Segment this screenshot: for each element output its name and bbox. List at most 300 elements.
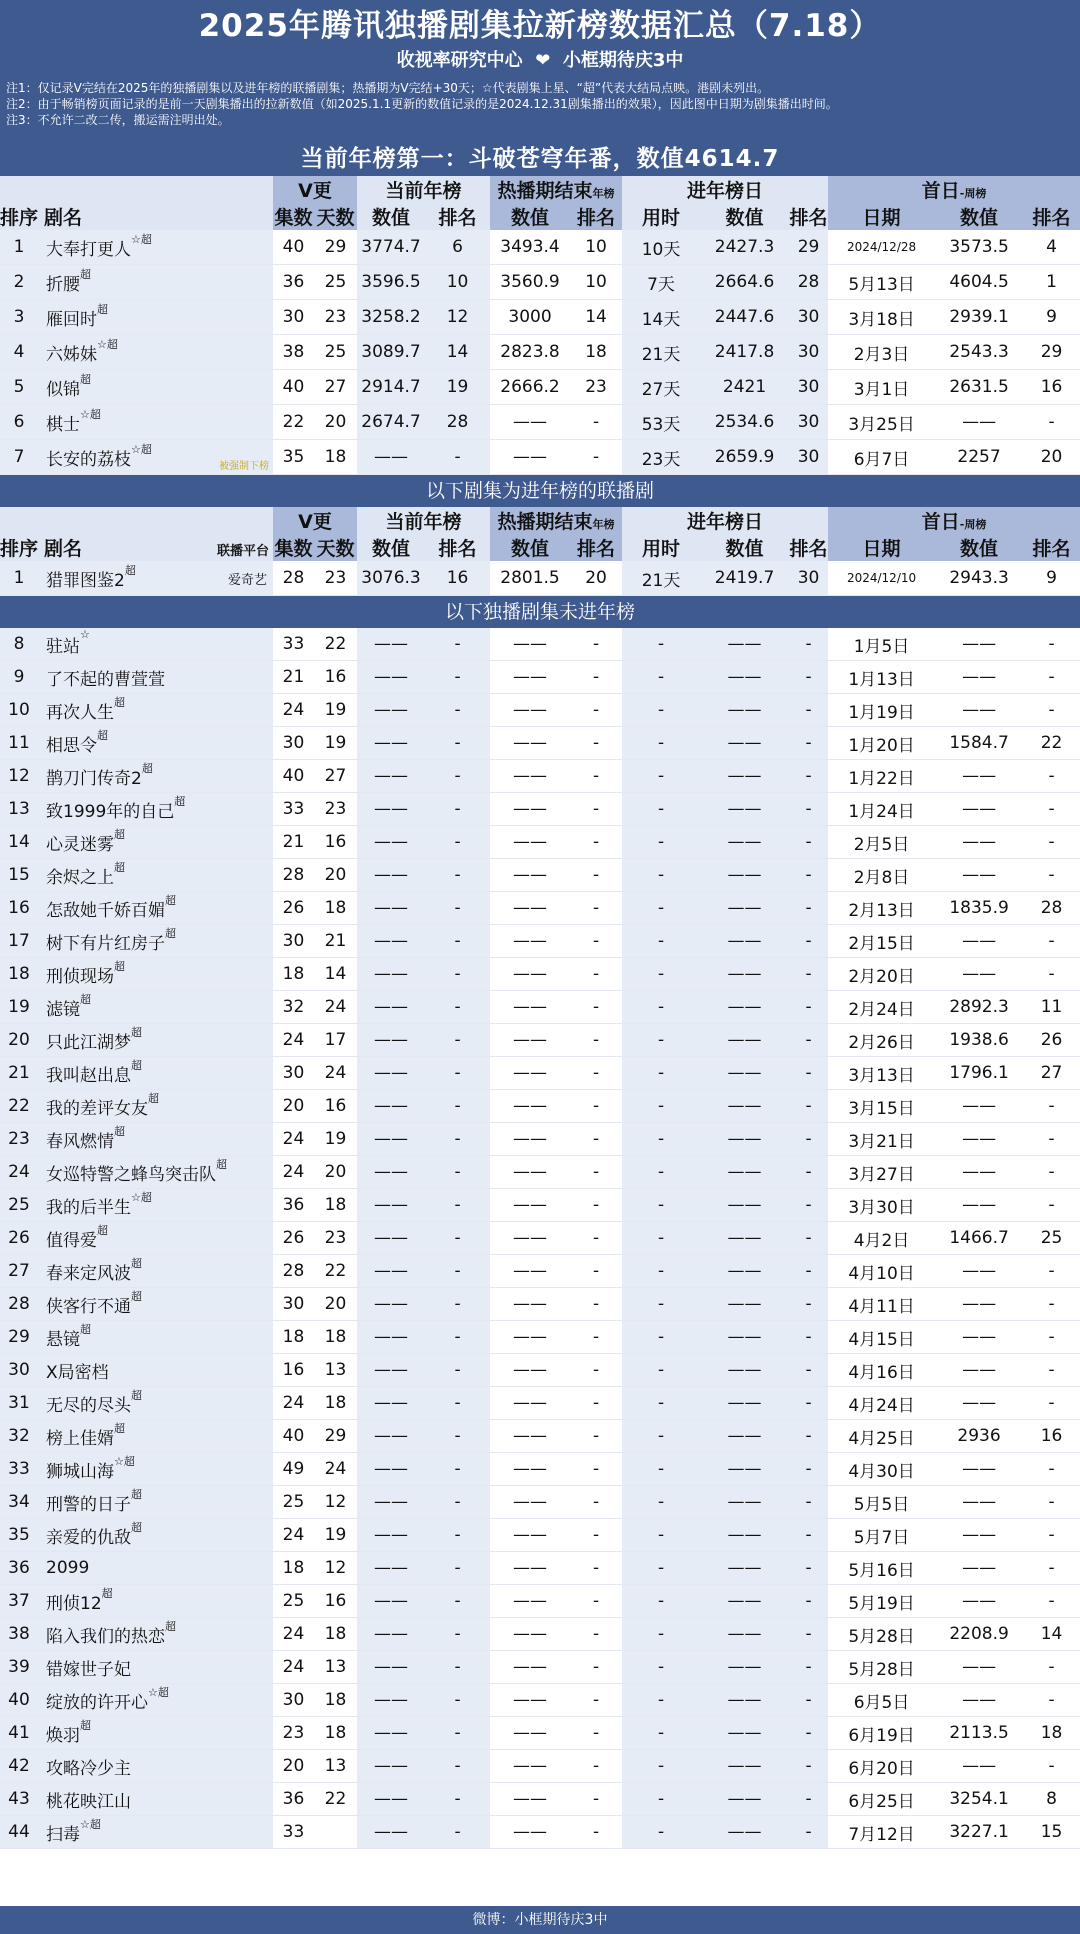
row-episodes: 36 bbox=[273, 1189, 314, 1222]
row-order: 17 bbox=[0, 925, 38, 958]
row-hot-rank: - bbox=[570, 727, 622, 760]
row-days: 20 bbox=[314, 1288, 357, 1321]
drama-name: 女巡特警之蜂鸟突击队$^超$ bbox=[38, 1156, 273, 1189]
row-first-rank: 16 bbox=[1023, 370, 1080, 405]
row-episodes: 33 bbox=[273, 628, 314, 661]
row-days: 19 bbox=[314, 1519, 357, 1552]
row-first-rank: - bbox=[1023, 1123, 1080, 1156]
row-year-value: —— bbox=[700, 1024, 789, 1057]
row-episodes: 40 bbox=[273, 370, 314, 405]
row-first-rank: - bbox=[1023, 1552, 1080, 1585]
row-days: 25 bbox=[314, 265, 357, 300]
row-date: 2月5日 bbox=[828, 826, 935, 859]
row-first-rank: - bbox=[1023, 1684, 1080, 1717]
row-date: 4月11日 bbox=[828, 1288, 935, 1321]
row-episodes: 49 bbox=[273, 1453, 314, 1486]
row-hot-rank: - bbox=[570, 405, 622, 440]
row-hot-value: —— bbox=[490, 440, 570, 475]
row-year-value: 2421 bbox=[700, 370, 789, 405]
row-hot-value: —— bbox=[490, 760, 570, 793]
section-joint: 以下剧集为进年榜的联播剧 bbox=[0, 475, 1080, 508]
row-order: 32 bbox=[0, 1420, 38, 1453]
table-row bbox=[0, 1156, 1080, 1189]
subtitle-right: 小框期待庆3中 bbox=[562, 50, 684, 71]
row-first-rank: - bbox=[1023, 1651, 1080, 1684]
row-year-value: 2659.9 bbox=[700, 440, 789, 475]
row-order: 34 bbox=[0, 1486, 38, 1519]
row-days: 12 bbox=[314, 1486, 357, 1519]
row-episodes: 16 bbox=[273, 1354, 314, 1387]
row-first-rank: 25 bbox=[1023, 1222, 1080, 1255]
row-first-value: —— bbox=[935, 1354, 1023, 1387]
row-current-value: —— bbox=[357, 925, 425, 958]
drama-name: 错嫁世子妃 bbox=[38, 1651, 273, 1684]
row-current-rank: - bbox=[425, 1684, 490, 1717]
row-first-rank: 15 bbox=[1023, 1816, 1080, 1849]
row-hot-rank: - bbox=[570, 1420, 622, 1453]
row-current-value: —— bbox=[357, 1090, 425, 1123]
row-first-value: 2208.9 bbox=[935, 1618, 1023, 1651]
row-time: 10天 bbox=[622, 230, 700, 265]
row-year-rank: - bbox=[789, 1486, 828, 1519]
row-hot-rank: 10 bbox=[570, 265, 622, 300]
row-episodes: 40 bbox=[273, 760, 314, 793]
row-hot-value: —— bbox=[490, 1420, 570, 1453]
row-year-value: —— bbox=[700, 1486, 789, 1519]
row-hot-rank: 10 bbox=[570, 230, 622, 265]
row-current-value: 3774.7 bbox=[357, 230, 425, 265]
row-year-value: —— bbox=[700, 1189, 789, 1222]
row-date: 1月19日 bbox=[828, 694, 935, 727]
row-current-rank: - bbox=[425, 1156, 490, 1189]
row-first-value: —— bbox=[935, 1156, 1023, 1189]
row-current-value: —— bbox=[357, 1321, 425, 1354]
row-days: 18 bbox=[314, 1717, 357, 1750]
row-days: 19 bbox=[314, 727, 357, 760]
table-row bbox=[0, 1222, 1080, 1255]
row-first-value: 2631.5 bbox=[935, 370, 1023, 405]
row-year-value: —— bbox=[700, 1321, 789, 1354]
row-year-rank: - bbox=[789, 1189, 828, 1222]
row-current-value: —— bbox=[357, 727, 425, 760]
row-current-rank: - bbox=[425, 440, 490, 475]
row-days: 23 bbox=[314, 561, 357, 596]
row-current-rank: - bbox=[425, 1816, 490, 1849]
table-row bbox=[0, 1189, 1080, 1222]
row-year-rank: - bbox=[789, 661, 828, 694]
table-row bbox=[0, 300, 1080, 335]
row-first-rank: - bbox=[1023, 1387, 1080, 1420]
row-year-value: —— bbox=[700, 1255, 789, 1288]
row-hot-value: —— bbox=[490, 405, 570, 440]
row-days: 24 bbox=[314, 1453, 357, 1486]
row-first-value: —— bbox=[935, 958, 1023, 991]
row-order: 3 bbox=[0, 300, 38, 335]
row-current-rank: - bbox=[425, 1618, 490, 1651]
row-current-rank: - bbox=[425, 760, 490, 793]
table-row bbox=[0, 440, 1080, 475]
table-row bbox=[0, 1024, 1080, 1057]
row-first-rank: - bbox=[1023, 661, 1080, 694]
row-hot-rank: - bbox=[570, 1387, 622, 1420]
row-current-value: 2674.7 bbox=[357, 405, 425, 440]
row-year-rank: - bbox=[789, 1816, 828, 1849]
row-episodes: 25 bbox=[273, 1585, 314, 1618]
table-row bbox=[0, 1552, 1080, 1585]
row-first-value: —— bbox=[935, 793, 1023, 826]
row-time: - bbox=[622, 1255, 700, 1288]
drama-name: 悬镜$^超$ bbox=[38, 1321, 273, 1354]
row-current-value: —— bbox=[357, 440, 425, 475]
row-time: - bbox=[622, 1783, 700, 1816]
header-current: 当前年榜 bbox=[357, 176, 490, 203]
row-episodes: 38 bbox=[273, 335, 314, 370]
row-first-value: —— bbox=[935, 760, 1023, 793]
row-hot-value: —— bbox=[490, 1618, 570, 1651]
row-year-rank: - bbox=[789, 1255, 828, 1288]
row-current-value: —— bbox=[357, 1189, 425, 1222]
row-first-value: —— bbox=[935, 1453, 1023, 1486]
row-first-value: —— bbox=[935, 405, 1023, 440]
row-current-rank: - bbox=[425, 1750, 490, 1783]
row-year-rank: - bbox=[789, 760, 828, 793]
row-date: 1月24日 bbox=[828, 793, 935, 826]
row-current-value: —— bbox=[357, 991, 425, 1024]
drama-name: 刑侦$12^超$ bbox=[38, 1585, 273, 1618]
row-hot-rank: - bbox=[570, 1156, 622, 1189]
row-first-value: —— bbox=[935, 694, 1023, 727]
row-hot-value: —— bbox=[490, 1453, 570, 1486]
section-not-ranked: 以下独播剧集未进年榜 bbox=[0, 596, 1080, 629]
row-current-value: —— bbox=[357, 1420, 425, 1453]
table-row bbox=[0, 1717, 1080, 1750]
drama-name: 扫毒$^{☆超}$ bbox=[38, 1816, 273, 1849]
row-order: 1 bbox=[0, 561, 38, 596]
row-year-rank: 28 bbox=[789, 265, 828, 300]
row-time: - bbox=[622, 1288, 700, 1321]
row-year-value: 2664.6 bbox=[700, 265, 789, 300]
header-first-day: 首日-周榜 bbox=[828, 176, 1080, 203]
row-hot-rank: - bbox=[570, 1057, 622, 1090]
row-first-value: —— bbox=[935, 1255, 1023, 1288]
row-first-rank: - bbox=[1023, 793, 1080, 826]
table-row bbox=[0, 628, 1080, 661]
row-order: 41 bbox=[0, 1717, 38, 1750]
row-hot-rank: - bbox=[570, 1783, 622, 1816]
table-row bbox=[0, 925, 1080, 958]
row-hot-value: 2801.5 bbox=[490, 561, 570, 596]
row-year-value: —— bbox=[700, 1090, 789, 1123]
table-row bbox=[0, 1354, 1080, 1387]
row-current-value: —— bbox=[357, 1552, 425, 1585]
row-first-rank: - bbox=[1023, 826, 1080, 859]
table-row bbox=[0, 859, 1080, 892]
row-first-rank: - bbox=[1023, 1255, 1080, 1288]
row-first-value: —— bbox=[935, 826, 1023, 859]
row-year-rank: - bbox=[789, 1090, 828, 1123]
row-order: 33 bbox=[0, 1453, 38, 1486]
row-date: 5月28日 bbox=[828, 1618, 935, 1651]
row-year-value: —— bbox=[700, 1552, 789, 1585]
row-time: - bbox=[622, 1057, 700, 1090]
row-first-rank: 9 bbox=[1023, 300, 1080, 335]
row-hot-value: —— bbox=[490, 859, 570, 892]
row-current-rank: 6 bbox=[425, 230, 490, 265]
row-year-value: —— bbox=[700, 1387, 789, 1420]
row-hot-value: —— bbox=[490, 1387, 570, 1420]
row-order: 38 bbox=[0, 1618, 38, 1651]
table-header-group-2: V更 当前年榜 热播期结束年榜 进年榜日 首日-周榜 bbox=[0, 507, 1080, 534]
row-year-rank: - bbox=[789, 694, 828, 727]
row-year-rank: - bbox=[789, 1321, 828, 1354]
drama-name: 亲爱的仇敌$^超$ bbox=[38, 1519, 273, 1552]
row-date: 5月7日 bbox=[828, 1519, 935, 1552]
row-episodes: 36 bbox=[273, 265, 314, 300]
row-order: 24 bbox=[0, 1156, 38, 1189]
table-header-sub-1: 排序 剧名 集数 天数 数值 排名 数值 排名 用时 数值 排名 日期 数值 排名 bbox=[0, 203, 1080, 230]
drama-name: 怎敌她千娇百媚$^超$ bbox=[38, 892, 273, 925]
row-year-rank: 29 bbox=[789, 230, 828, 265]
row-hot-value: —— bbox=[490, 1189, 570, 1222]
row-order: 1 bbox=[0, 230, 38, 265]
row-current-rank: - bbox=[425, 1585, 490, 1618]
row-order: 39 bbox=[0, 1651, 38, 1684]
row-order: 40 bbox=[0, 1684, 38, 1717]
row-current-value: —— bbox=[357, 1057, 425, 1090]
row-current-value: —— bbox=[357, 892, 425, 925]
row-date: 5月5日 bbox=[828, 1486, 935, 1519]
row-year-value: —— bbox=[700, 1453, 789, 1486]
drama-name: 狮城山海$^{☆超}$ bbox=[38, 1453, 273, 1486]
row-current-rank: - bbox=[425, 1486, 490, 1519]
table-header-group-1 bbox=[0, 176, 1080, 203]
row-hot-rank: - bbox=[570, 1453, 622, 1486]
row-first-rank: - bbox=[1023, 1189, 1080, 1222]
row-episodes: 18 bbox=[273, 958, 314, 991]
row-order: 2 bbox=[0, 265, 38, 300]
row-year-value: —— bbox=[700, 1618, 789, 1651]
row-current-value: —— bbox=[357, 793, 425, 826]
row-year-rank: - bbox=[789, 1057, 828, 1090]
heart-icon: ❤ bbox=[528, 50, 557, 71]
row-date: 2月24日 bbox=[828, 991, 935, 1024]
row-year-rank: - bbox=[789, 1552, 828, 1585]
row-days: 18 bbox=[314, 440, 357, 475]
row-year-rank: - bbox=[789, 1387, 828, 1420]
table-row bbox=[0, 826, 1080, 859]
row-order: 13 bbox=[0, 793, 38, 826]
drama-name: 六姊妹$^{☆超}$ bbox=[38, 335, 273, 370]
row-hot-rank: - bbox=[570, 1255, 622, 1288]
row-year-rank: 30 bbox=[789, 440, 828, 475]
table-row bbox=[0, 694, 1080, 727]
row-year-value: —— bbox=[700, 1519, 789, 1552]
row-days: 24 bbox=[314, 1057, 357, 1090]
row-days: 14 bbox=[314, 958, 357, 991]
row-current-value: —— bbox=[357, 859, 425, 892]
row-episodes: 28 bbox=[273, 859, 314, 892]
row-episodes: 24 bbox=[273, 1387, 314, 1420]
drama-name: 再次人生$^超$ bbox=[38, 694, 273, 727]
row-episodes: 36 bbox=[273, 1783, 314, 1816]
row-current-value: —— bbox=[357, 1651, 425, 1684]
drama-name: 我的后半生$^{☆超}$ bbox=[38, 1189, 273, 1222]
row-first-rank: - bbox=[1023, 628, 1080, 661]
row-year-rank: - bbox=[789, 892, 828, 925]
row-hot-value: —— bbox=[490, 1123, 570, 1156]
row-first-rank: - bbox=[1023, 1354, 1080, 1387]
row-order: 23 bbox=[0, 1123, 38, 1156]
row-days: 25 bbox=[314, 335, 357, 370]
row-first-rank: 22 bbox=[1023, 727, 1080, 760]
row-time: - bbox=[622, 1123, 700, 1156]
row-date: 6月5日 bbox=[828, 1684, 935, 1717]
row-order: 16 bbox=[0, 892, 38, 925]
row-date: 2月13日 bbox=[828, 892, 935, 925]
table-row bbox=[0, 1387, 1080, 1420]
drama-name: 桃花映江山 bbox=[38, 1783, 273, 1816]
row-episodes: 30 bbox=[273, 1288, 314, 1321]
row-episodes: 24 bbox=[273, 1156, 314, 1189]
row-current-rank: - bbox=[425, 1123, 490, 1156]
table-row bbox=[0, 1684, 1080, 1717]
row-current-rank: - bbox=[425, 1453, 490, 1486]
row-current-rank: - bbox=[425, 958, 490, 991]
row-current-rank: 10 bbox=[425, 265, 490, 300]
drama-name: 折腰$^超$ bbox=[38, 265, 273, 300]
row-first-value: 4604.5 bbox=[935, 265, 1023, 300]
drama-name: 棋士$^{☆超}$ bbox=[38, 405, 273, 440]
row-order: 36 bbox=[0, 1552, 38, 1585]
row-current-rank: - bbox=[425, 1222, 490, 1255]
row-order: 29 bbox=[0, 1321, 38, 1354]
row-episodes: 33 bbox=[273, 1816, 314, 1849]
row-hot-value: —— bbox=[490, 1783, 570, 1816]
row-first-value: —— bbox=[935, 1189, 1023, 1222]
row-days: 18 bbox=[314, 1189, 357, 1222]
drama-name: 我叫赵出息$^超$ bbox=[38, 1057, 273, 1090]
row-year-value: —— bbox=[700, 892, 789, 925]
row-year-value: 2419.7 bbox=[700, 561, 789, 596]
row-year-value: —— bbox=[700, 1585, 789, 1618]
row-first-rank: - bbox=[1023, 1750, 1080, 1783]
row-year-rank: - bbox=[789, 1750, 828, 1783]
drama-name: 树下有片红房子$^超$ bbox=[38, 925, 273, 958]
row-order: 8 bbox=[0, 628, 38, 661]
row-hot-value: 3560.9 bbox=[490, 265, 570, 300]
platform-label: 爱奇艺 bbox=[227, 573, 267, 588]
row-hot-rank: - bbox=[570, 1123, 622, 1156]
row-first-rank: - bbox=[1023, 1321, 1080, 1354]
row-date: 1月13日 bbox=[828, 661, 935, 694]
row-date: 6月25日 bbox=[828, 1783, 935, 1816]
row-first-value: —— bbox=[935, 1552, 1023, 1585]
row-hot-rank: - bbox=[570, 1288, 622, 1321]
row-days: 18 bbox=[314, 1387, 357, 1420]
row-hot-value: —— bbox=[490, 892, 570, 925]
row-year-rank: - bbox=[789, 859, 828, 892]
row-first-value: —— bbox=[935, 1387, 1023, 1420]
row-first-rank: 11 bbox=[1023, 991, 1080, 1024]
row-hot-rank: - bbox=[570, 1189, 622, 1222]
row-days: 18 bbox=[314, 1321, 357, 1354]
row-hot-value: —— bbox=[490, 826, 570, 859]
table-row bbox=[0, 335, 1080, 370]
row-hot-value: —— bbox=[490, 1552, 570, 1585]
row-date: 5月13日 bbox=[828, 265, 935, 300]
row-time: - bbox=[622, 826, 700, 859]
row-current-value: —— bbox=[357, 1717, 425, 1750]
row-current-rank: - bbox=[425, 859, 490, 892]
row-current-value: —— bbox=[357, 661, 425, 694]
row-order: 25 bbox=[0, 1189, 38, 1222]
row-year-value: —— bbox=[700, 1816, 789, 1849]
row-order: 43 bbox=[0, 1783, 38, 1816]
table-row bbox=[0, 1651, 1080, 1684]
row-days: 13 bbox=[314, 1651, 357, 1684]
row-hot-value: —— bbox=[490, 793, 570, 826]
leader-banner: 当前年榜第一：斗破苍穹年番，数值4614.7 bbox=[300, 146, 780, 172]
row-time: - bbox=[622, 1090, 700, 1123]
row-hot-value: —— bbox=[490, 1651, 570, 1684]
row-current-rank: - bbox=[425, 694, 490, 727]
row-time: - bbox=[622, 1651, 700, 1684]
row-hot-value: —— bbox=[490, 1486, 570, 1519]
row-episodes: 28 bbox=[273, 561, 314, 596]
row-time: - bbox=[622, 694, 700, 727]
row-time: - bbox=[622, 1156, 700, 1189]
row-year-value: —— bbox=[700, 958, 789, 991]
row-current-rank: - bbox=[425, 1519, 490, 1552]
row-year-value: —— bbox=[700, 628, 789, 661]
row-date: 3月30日 bbox=[828, 1189, 935, 1222]
table-row bbox=[0, 1123, 1080, 1156]
row-hot-rank: - bbox=[570, 958, 622, 991]
table-header-sub-2: 排序 剧名 联播平台 集数 天数 数值 排名 数值 排名 用时 数值 排名 日期 数值 排名 bbox=[0, 534, 1080, 561]
row-days: 21 bbox=[314, 925, 357, 958]
row-current-value: —— bbox=[357, 1618, 425, 1651]
row-episodes: 30 bbox=[273, 300, 314, 335]
row-hot-value: —— bbox=[490, 1717, 570, 1750]
row-current-value: —— bbox=[357, 628, 425, 661]
row-hot-value: —— bbox=[490, 1684, 570, 1717]
row-episodes: 25 bbox=[273, 1486, 314, 1519]
row-first-value: —— bbox=[935, 1123, 1023, 1156]
table-row bbox=[0, 230, 1080, 265]
row-current-value: —— bbox=[357, 826, 425, 859]
row-first-rank: 28 bbox=[1023, 892, 1080, 925]
drama-name: X局密档 bbox=[38, 1354, 273, 1387]
row-episodes: 24 bbox=[273, 1651, 314, 1684]
row-hot-value: —— bbox=[490, 1816, 570, 1849]
row-first-rank: - bbox=[1023, 405, 1080, 440]
row-hot-rank: - bbox=[570, 628, 622, 661]
row-hot-value: —— bbox=[490, 1750, 570, 1783]
row-current-value: —— bbox=[357, 1024, 425, 1057]
header bbox=[0, 0, 1080, 176]
row-hot-rank: - bbox=[570, 826, 622, 859]
row-current-value: —— bbox=[357, 1519, 425, 1552]
drama-name: 攻略冷少主 bbox=[38, 1750, 273, 1783]
row-order: 26 bbox=[0, 1222, 38, 1255]
row-first-rank: 26 bbox=[1023, 1024, 1080, 1057]
row-year-rank: - bbox=[789, 1222, 828, 1255]
row-time: - bbox=[622, 1321, 700, 1354]
row-current-value: —— bbox=[357, 1585, 425, 1618]
drama-name: 侠客行不通$^超$ bbox=[38, 1288, 273, 1321]
row-episodes: 28 bbox=[273, 1255, 314, 1288]
row-current-rank: - bbox=[425, 1717, 490, 1750]
